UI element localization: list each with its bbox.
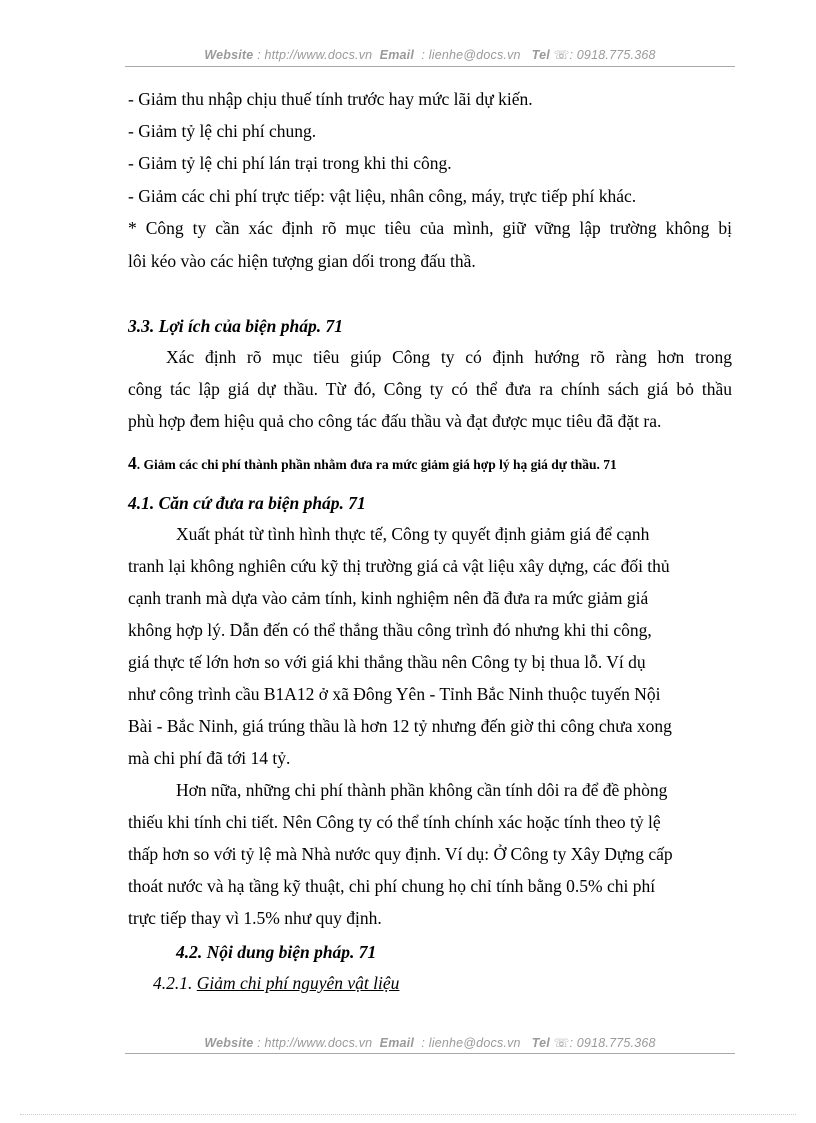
header-website-url[interactable]: : http://www.docs.vn [257,48,373,62]
paragraph-line: như công trình cầu B1A12 ở xã Đông Yên - Tỉnh Bắc Ninh thuộc tuyến Nội [128,684,661,704]
header-tel-label: Tel [531,48,550,62]
paragraph-line: không hợp lý. Dẫn đến có thể thắng thầu công trình đó nhưng khi thi công, [128,620,652,640]
footer-email-label: Email [379,1036,415,1050]
paragraph-line: thoát nước và hạ tầng kỹ thuật, chi phí chung họ chỉ tính bằng 0.5% chi phí [128,876,656,896]
heading-4-2-1 [153,972,757,994]
heading-4-2-1-number: 4.2.1. [153,973,197,993]
bullet-line: - Giảm tỷ lệ chi phí lán trại trong khi thi công. [128,153,452,173]
bullet-line: - Giảm thu nhập chịu thuế tính trước hay mức lãi dự kiến. [128,89,533,109]
paragraph-line: trực tiếp thay vì 1.5% như quy định. [128,908,382,928]
footer-tel-value: : 0918.775.368 [569,1036,656,1050]
heading-4-text: . Giảm các chi phí thành phần nhằm đưa ra mức giảm giá hợp lý hạ giá dự thầu. 71 [136,457,617,472]
paragraph-line: giá thực tế lớn hơn so với giá khi thắng thầu nên Công ty bị thua lỗ. Ví dụ [128,652,646,672]
paragraph-line: cạnh tranh mà dựa vào cảm tính, kinh nghiệm nên đã đưa ra mức giảm giá [128,588,649,608]
paragraph-line: Xuất phát từ tình hình thực tế, Công ty quyết định giảm giá để cạnh [176,524,650,544]
paragraph-line: Hơn nữa, những chi phí thành phần không cần tính dôi ra để đề phòng [176,780,668,800]
heading-4-1: 4.1. Căn cứ đưa ra biện pháp. 71 [128,493,366,513]
heading-4-number: 4 [128,453,137,473]
page-footer [125,1035,735,1050]
header-email-label: Email [379,48,415,62]
footer-email-value[interactable]: : lienhe@docs.vn [421,1036,521,1050]
bullet-line: - Giảm tỷ lệ chi phí chung. [128,121,317,141]
heading-4-2: 4.2. Nội dung biện pháp. 71 [176,942,377,962]
paragraph-line: thấp hơn so với tỷ lệ mà Nhà nước quy định. Ví dụ: Ở Công ty Xây Dựng cấp [128,844,673,864]
heading-3-3: 3.3. Lợi ích của biện pháp. 71 [128,316,344,336]
header-divider [125,66,735,67]
note-line: * Công ty cần xác định rõ mục tiêu của mình, giữ vững lập trường không bị [128,218,732,238]
footer-divider [125,1053,735,1054]
note-line: lôi kéo vào các hiện tượng gian dối trong đấu thầ. [128,251,476,271]
page-bottom-edge [20,1114,796,1115]
paragraph-line: phù hợp đem hiệu quả cho công tác đấu thầu và đạt được mục tiêu đã đặt ra. [128,411,662,431]
paragraph-line: Xác định rõ mục tiêu giúp Công ty có định hướng rõ ràng hơn trong [166,347,732,367]
bullet-line: - Giảm các chi phí trực tiếp: vật liệu, nhân công, máy, trực tiếp phí khác. [128,186,637,206]
footer-tel-label: Tel [531,1036,550,1050]
phone-icon: ☏ [553,1036,570,1050]
paragraph-line: mà chi phí đã tới 14 tỷ. [128,748,291,768]
footer-website-label: Website [204,1036,254,1050]
phone-icon: ☏ [553,48,570,62]
heading-4-2-1-link[interactable]: Giảm chi phí nguyên vật liệu [196,973,400,993]
paragraph-line: tranh lại không nghiên cứu kỹ thị trường giá cả vật liệu xây dựng, các đối thủ [128,556,670,576]
page-header [125,47,735,62]
header-website-label: Website [204,48,254,62]
footer-website-url[interactable]: : http://www.docs.vn [257,1036,373,1050]
paragraph-line: Bài - Bắc Ninh, giá trúng thầu là hơn 12 tỷ nhưng đến giờ thi công chưa xong [128,716,672,736]
paragraph-line: thiếu khi tính chi tiết. Nên Công ty có thể tính chính xác hoặc tính theo tỷ lệ [128,812,661,832]
paragraph-line: công tác lập giá dự thầu. Từ đó, Công ty có thể đưa ra chính sách giá bỏ thầu [128,379,732,399]
header-email-value[interactable]: : lienhe@docs.vn [421,48,521,62]
heading-4 [128,452,732,476]
header-tel-value: : 0918.775.368 [569,48,656,62]
